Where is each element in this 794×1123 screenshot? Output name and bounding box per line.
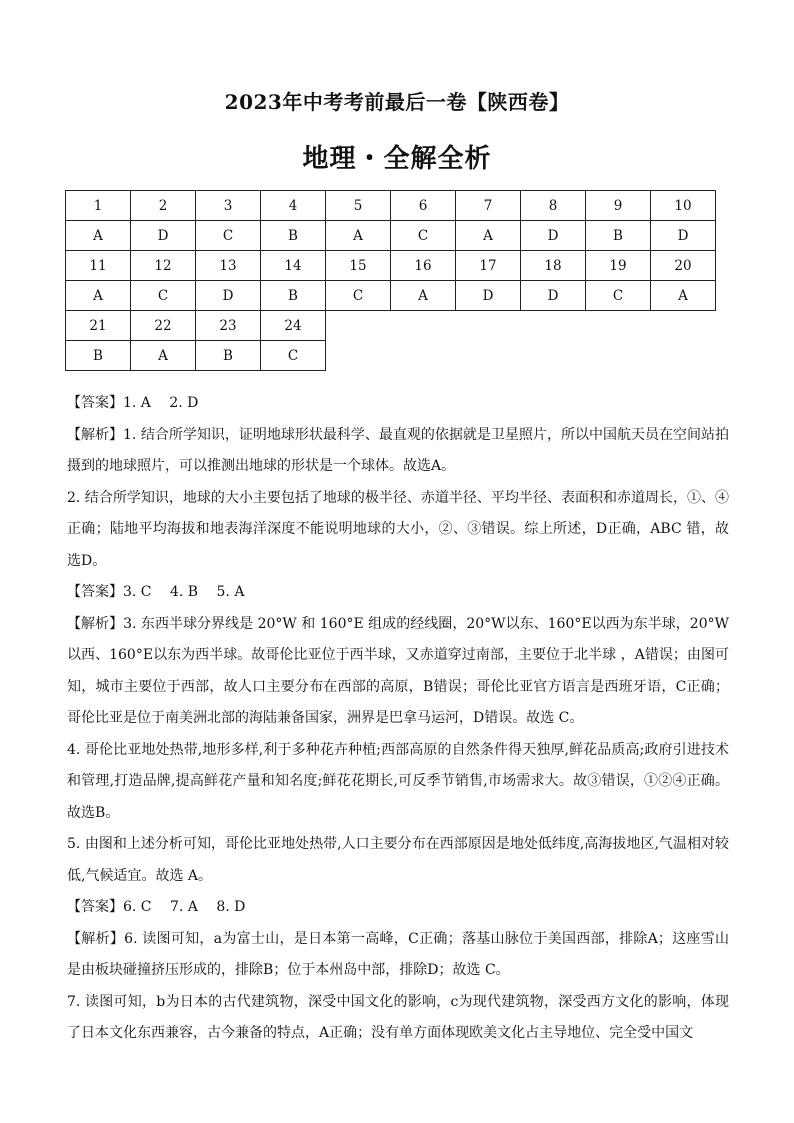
table-cell: 6	[391, 191, 456, 221]
table-cell: D	[521, 281, 586, 311]
table-cell: 2	[131, 191, 196, 221]
table-empty-cell	[326, 311, 391, 341]
answer-line: 【答案】6. C 7. A 8. D	[67, 899, 246, 915]
table-row	[66, 191, 716, 221]
table-empty-cell	[651, 341, 716, 371]
table-empty-cell	[391, 341, 456, 371]
table-empty-cell	[521, 341, 586, 371]
table-cell: C	[261, 341, 326, 371]
table-empty-cell	[651, 311, 716, 341]
table-cell: 8	[521, 191, 586, 221]
table-empty-cell	[586, 341, 651, 371]
table-cell: D	[651, 221, 716, 251]
table-row	[66, 281, 716, 311]
table-cell: A	[456, 221, 521, 251]
table-cell: 22	[131, 311, 196, 341]
table-cell: C	[391, 221, 456, 251]
table-cell: 19	[586, 251, 651, 281]
table-row	[66, 341, 716, 371]
table-empty-cell	[326, 341, 391, 371]
table-cell: 17	[456, 251, 521, 281]
table-cell: C	[326, 281, 391, 311]
table-cell: 11	[66, 251, 131, 281]
explanation-body	[67, 388, 729, 1050]
table-cell: B	[261, 221, 326, 251]
table-cell: C	[196, 221, 261, 251]
table-empty-cell	[391, 311, 456, 341]
explanation-paragraph: 【解析】3. 东西半球分界线是 20°W 和 160°E 组成的经线圈，20°W以东、160°E以西为东半球，20°W以西、160°E以东为西半球。故哥伦比亚位于西半球，又赤道穿过南部，主要位于北半球 ，A错误；由图可知，城市主要位于西部，故人口主要分布在西部的高原，B错误；哥伦比亚官方语言是西班牙语，C正确；哥伦比亚是位于南美洲北部的海陆兼备国家，洲界是巴拿马运河，D错误。故选 C。	[67, 615, 729, 726]
table-empty-cell	[456, 311, 521, 341]
page-subtitle: 地理・全解全析	[302, 144, 492, 174]
table-cell: B	[586, 221, 651, 251]
table-cell: C	[131, 281, 196, 311]
table-cell: 20	[651, 251, 716, 281]
table-cell: 5	[326, 191, 391, 221]
table-cell: 3	[196, 191, 261, 221]
table-cell: B	[196, 341, 261, 371]
table-row	[66, 221, 716, 251]
table-cell: 15	[326, 251, 391, 281]
table-cell: 21	[66, 311, 131, 341]
explanation-paragraph: 5. 由图和上述分析可知，哥伦比亚地处热带,人口主要分布在西部原因是地处低纬度,高海拔地区,气温相对较低,气候适宜。故选 A。	[67, 836, 729, 884]
table-cell: A	[131, 341, 196, 371]
table-cell: A	[66, 281, 131, 311]
table-empty-cell	[456, 341, 521, 371]
table-empty-cell	[586, 311, 651, 341]
table-cell: 10	[651, 191, 716, 221]
table-cell: 18	[521, 251, 586, 281]
table-cell: D	[456, 281, 521, 311]
table-row	[66, 251, 716, 281]
table-cell: 23	[196, 311, 261, 341]
answer-table	[65, 190, 716, 371]
table-cell: 13	[196, 251, 261, 281]
table-cell: A	[651, 281, 716, 311]
answer-line: 【答案】3. C 4. B 5. A	[67, 584, 245, 600]
page-title: 2023年中考考前最后一卷【陕西卷】	[224, 90, 570, 114]
table-cell: A	[326, 221, 391, 251]
table-cell: 24	[261, 311, 326, 341]
table-cell: D	[131, 221, 196, 251]
explanation-paragraph: 【解析】6. 读图可知，a为富士山，是日本第一高峰，C正确；落基山脉位于美国西部，排除A；这座雪山是由板块碰撞挤压形成的，排除B；位于本州岛中部，排除D；故选 C。	[67, 930, 729, 978]
table-cell: 7	[456, 191, 521, 221]
table-cell: D	[521, 221, 586, 251]
table-cell: 4	[261, 191, 326, 221]
explanation-paragraph: 7. 读图可知，b为日本的古代建筑物，深受中国文化的影响，c为现代建筑物，深受西方文化的影响，体现了日本文化东西兼容，古今兼备的特点，A正确；没有单方面体现欧美文化占主导地位、完全受中国文	[67, 993, 729, 1041]
table-cell: D	[196, 281, 261, 311]
table-cell: B	[261, 281, 326, 311]
explanation-paragraph: 【解析】1. 结合所学知识，证明地球形状最科学、最直观的依据就是卫星照片，所以中国航天员在空间站拍摄到的地球照片，可以推测出地球的形状是一个球体。故选A。	[67, 426, 729, 474]
table-cell: 12	[131, 251, 196, 281]
table-cell: 1	[66, 191, 131, 221]
explanation-paragraph: 4. 哥伦比亚地处热带,地形多样,利于多种花卉种植;西部高原的自然条件得天独厚,鲜花品质高;政府引进技术和管理,打造品牌,提高鲜花产量和知名度;鲜花花期长,可反季节销售,市场需求大。故③错误，①②④正确。故选B。	[67, 741, 729, 821]
table-cell: 14	[261, 251, 326, 281]
table-cell: A	[391, 281, 456, 311]
table-cell: B	[66, 341, 131, 371]
table-cell: 9	[586, 191, 651, 221]
answer-line: 【答案】1. A 2. D	[67, 395, 199, 411]
table-empty-cell	[521, 311, 586, 341]
table-cell: 16	[391, 251, 456, 281]
table-row	[66, 311, 716, 341]
table-cell: A	[66, 221, 131, 251]
explanation-paragraph: 2. 结合所学知识，地球的大小主要包括了地球的极半径、赤道半径、平均半径、表面积和赤道周长，①、④正确；陆地平均海拔和地表海洋深度不能说明地球的大小，②、③错误。综上所述，D正确，ABC 错，故选D。	[67, 489, 729, 569]
table-cell: C	[586, 281, 651, 311]
